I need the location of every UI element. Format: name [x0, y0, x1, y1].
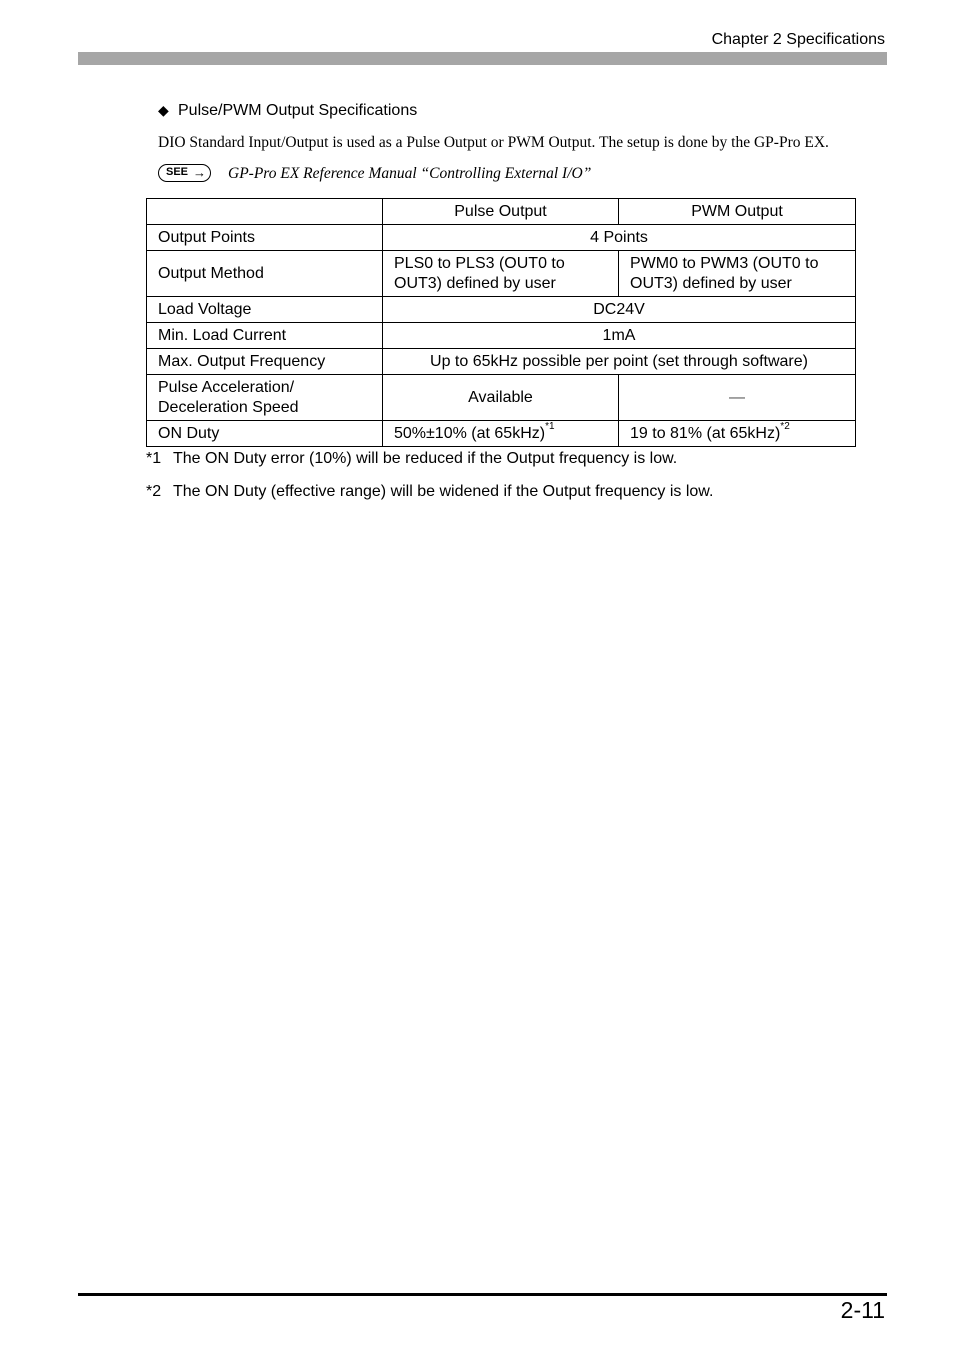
row-label: Load Voltage — [147, 297, 383, 323]
diamond-bullet-icon: ◆ — [158, 102, 169, 118]
footnote-ref: *1 — [545, 421, 555, 433]
arrow-right-icon: → — [193, 165, 206, 180]
row-label: Min. Load Current — [147, 323, 383, 349]
spec-table — [146, 198, 856, 447]
row-label: Max. Output Frequency — [147, 349, 383, 375]
section-heading — [158, 101, 417, 120]
section-title: Pulse/PWM Output Specifications — [178, 102, 418, 119]
footnote-2 — [146, 483, 713, 501]
table-header-row — [147, 199, 856, 225]
footnote-text: The ON Duty (effective range) will be widened if the Output frequency is low. — [173, 483, 714, 500]
shared-value: DC24V — [383, 297, 856, 323]
row-label: Output Points — [147, 225, 383, 251]
page-number: 2-11 — [840, 1297, 885, 1323]
footnote-mark: *1 — [146, 450, 162, 467]
table-row — [147, 323, 856, 349]
table-row — [147, 251, 856, 297]
footnote-1 — [146, 450, 677, 468]
intro-paragraph: DIO Standard Input/Output is used as a Pulse Output or PWM Output. The setup is done by the GP-Pro EX. — [158, 134, 829, 151]
footer-rule — [78, 1293, 887, 1296]
footnote-text: The ON Duty error (10%) will be reduced if the Output frequency is low. — [173, 450, 678, 467]
pwm-value: — — [619, 375, 856, 421]
table-row — [147, 349, 856, 375]
table-row — [147, 225, 856, 251]
table-row — [147, 297, 856, 323]
shared-value: Up to 65kHz possible per point (set through software) — [383, 349, 856, 375]
row-label: Output Method — [147, 251, 383, 297]
table-row — [147, 375, 856, 421]
shared-value: 1mA — [383, 323, 856, 349]
pulse-value: PLS0 to PLS3 (OUT0 to OUT3) defined by user — [383, 251, 619, 297]
row-label: Pulse Acceleration/ Deceleration Speed — [147, 375, 383, 421]
header-cell-pulse: Pulse Output — [383, 199, 619, 225]
pulse-value-cell — [383, 421, 619, 447]
see-badge — [158, 164, 211, 182]
row-label: ON Duty — [147, 421, 383, 447]
pwm-value: 19 to 81% (at 65kHz) — [630, 424, 781, 442]
header-cell-empty — [147, 199, 383, 225]
pulse-value: Available — [383, 375, 619, 421]
header-bar — [78, 52, 887, 65]
footnote-mark: *2 — [146, 483, 162, 500]
table-row — [147, 421, 856, 447]
chapter-header: Chapter 2 Specifications — [711, 31, 885, 48]
pwm-value-cell — [619, 421, 856, 447]
reference-text: GP-Pro EX Reference Manual “Controlling External I/O” — [228, 165, 592, 182]
header-cell-pwm: PWM Output — [619, 199, 856, 225]
pwm-value: PWM0 to PWM3 (OUT0 to OUT3) defined by user — [619, 251, 856, 297]
footnote-ref: *2 — [780, 421, 790, 433]
pulse-value: 50%±10% (at 65kHz) — [394, 424, 546, 442]
see-label: SEE — [166, 166, 189, 178]
shared-value: 4 Points — [383, 225, 856, 251]
